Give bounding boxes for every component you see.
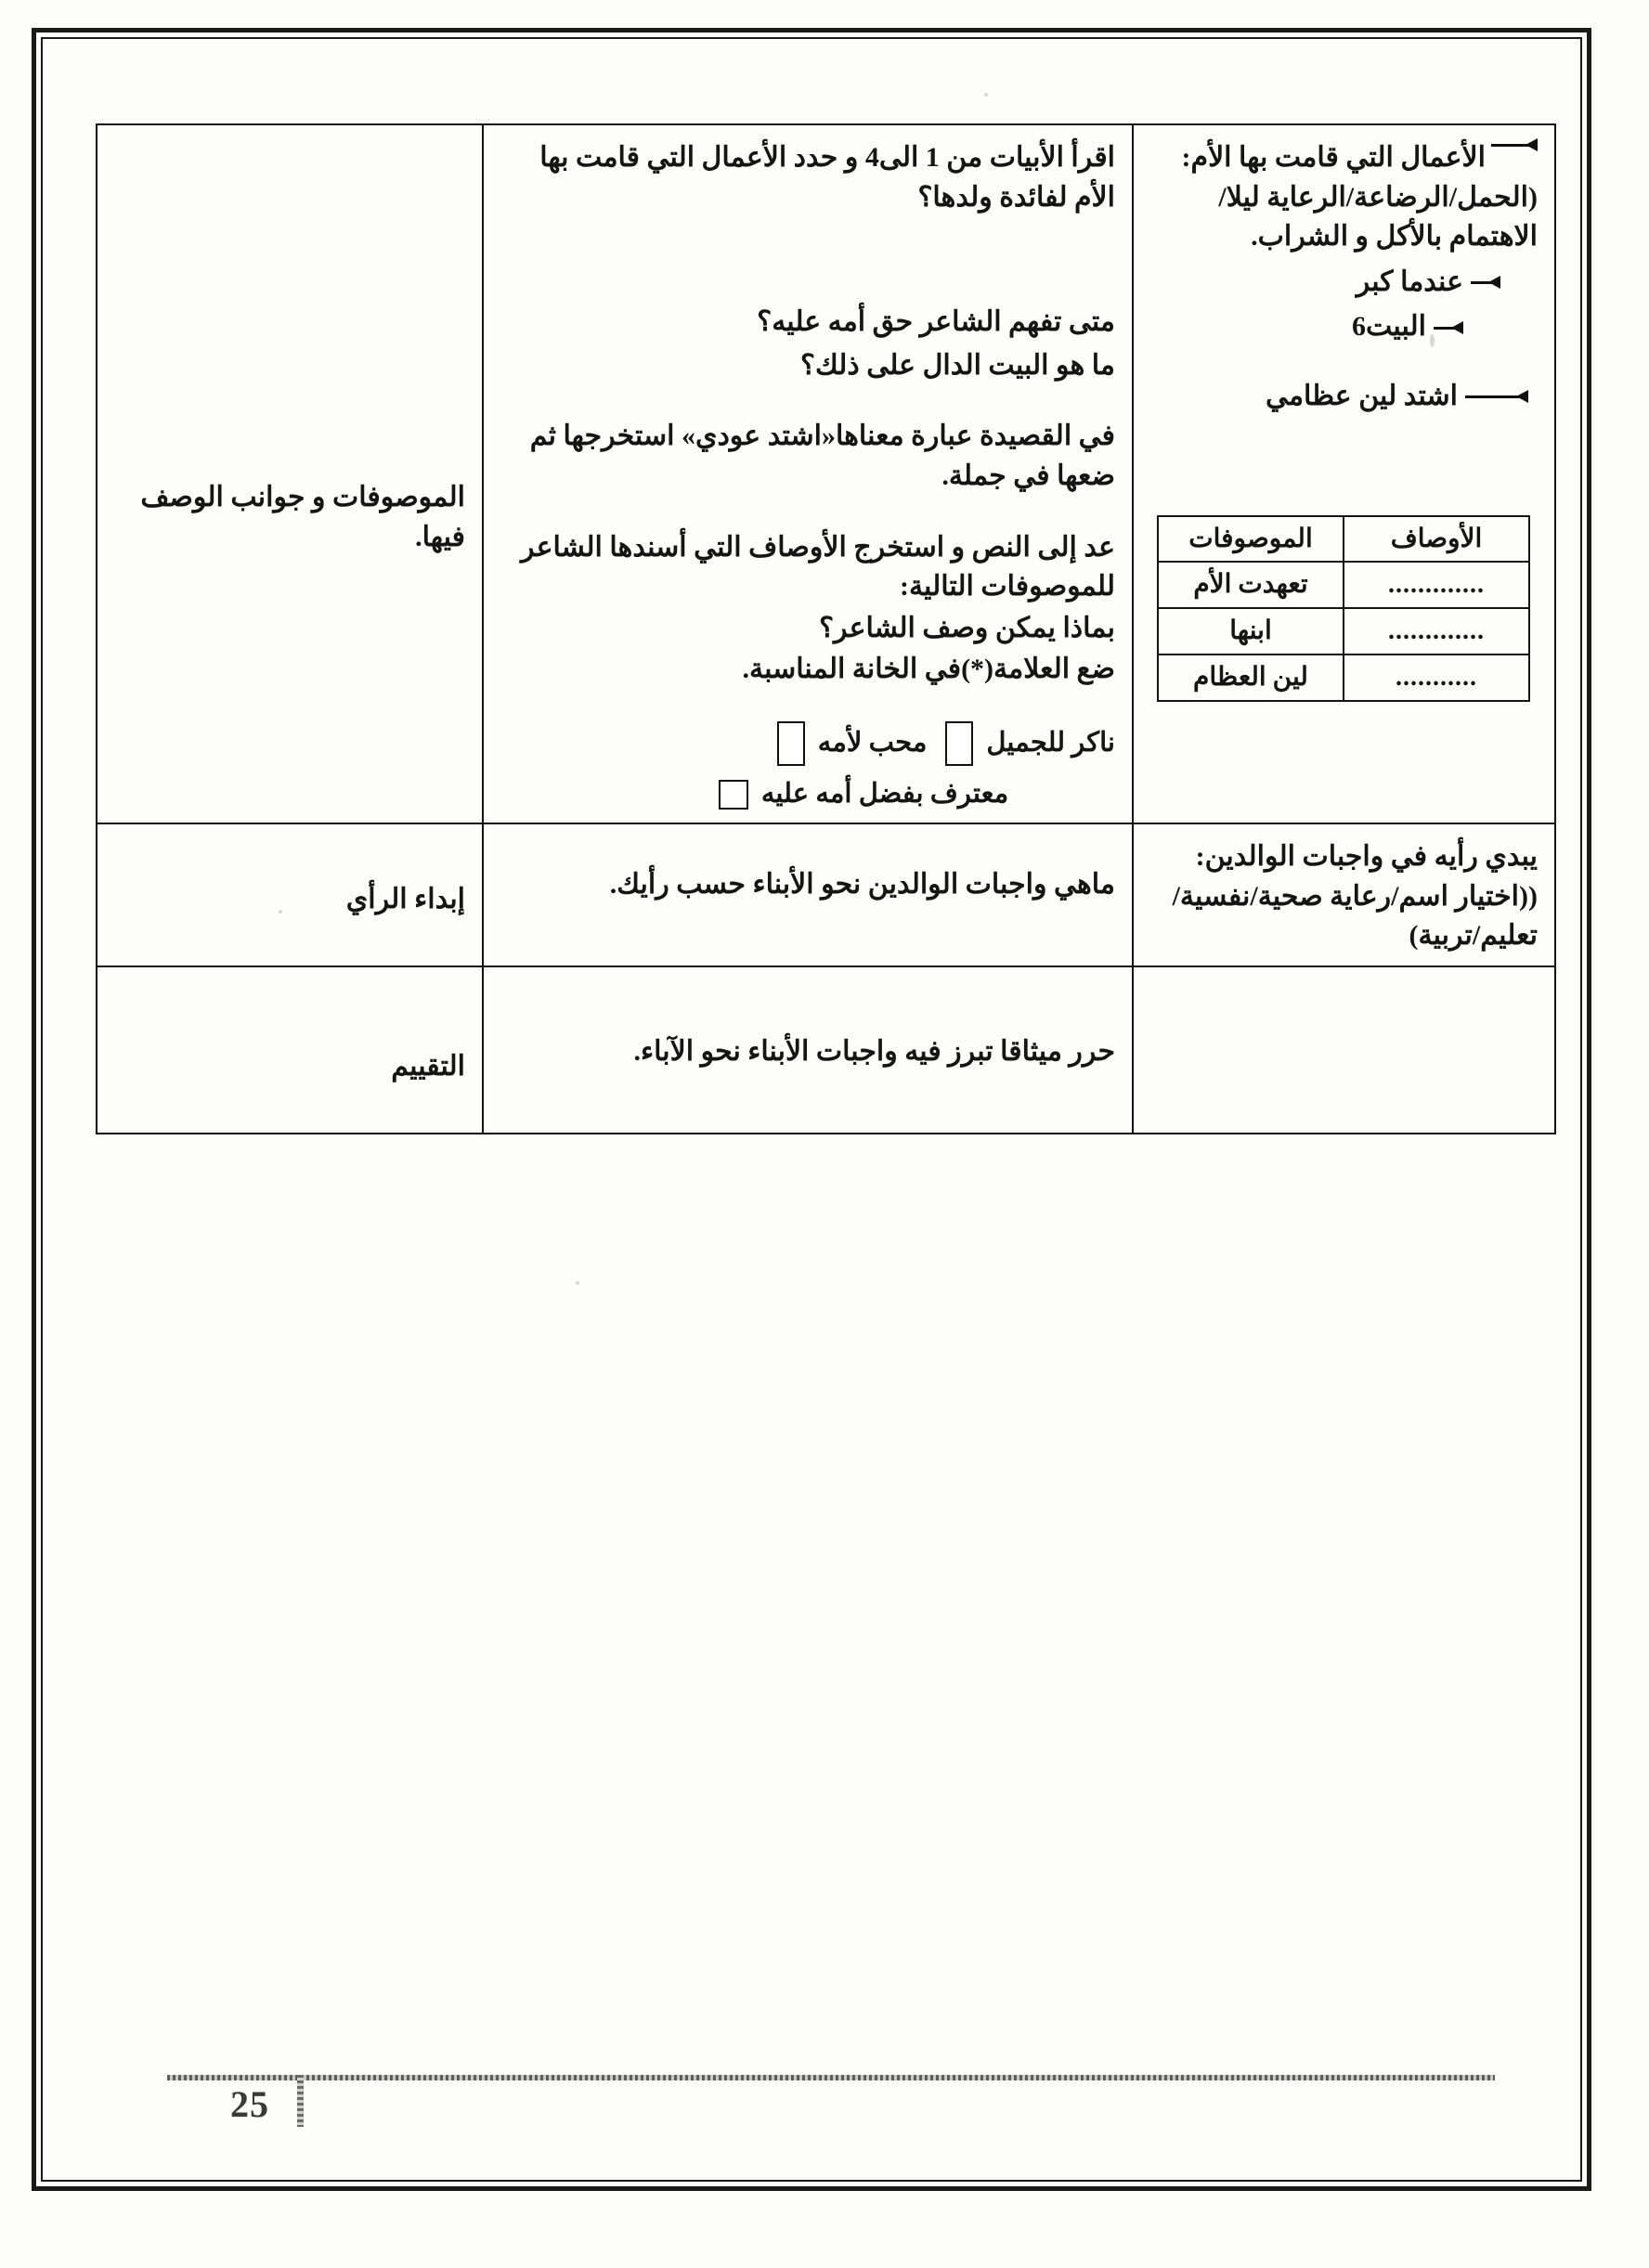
scan-speckle: [984, 93, 988, 97]
answer-bullet-2-label: البيت6: [1351, 311, 1426, 343]
footer-tick-mark: [297, 2075, 304, 2127]
footer-divider: [167, 2075, 1495, 2080]
mini-header-subjects: الموصوفات: [1158, 516, 1344, 563]
table-row: [97, 823, 1555, 966]
questions-cell-row1: [483, 124, 1133, 823]
page-number: 25: [230, 2083, 269, 2125]
answers-cell-row1: [1133, 124, 1555, 823]
table-row: [97, 124, 1555, 823]
answer-bullet-1-label: عندما كبر: [1356, 266, 1463, 297]
lesson-plan-table: [96, 123, 1556, 1134]
option-ungrateful[interactable]: [945, 721, 1115, 766]
blank-work-area: [96, 1052, 1554, 1497]
answers-block-row1: [1150, 138, 1538, 702]
mini-cell-description: ...........: [1344, 654, 1529, 701]
mini-cell-description: .............: [1344, 562, 1529, 608]
question-5: عد إلى النص و استخرج الأوصاف التي أسندها الشاعر للموصوفات التالية:: [521, 531, 1115, 603]
checkbox-icon[interactable]: [777, 721, 805, 766]
answers-heading: الأعمال التي قامت بها الأم:: [1181, 142, 1486, 173]
options-row-secondary: [500, 775, 1115, 813]
mini-table-row: [1158, 654, 1529, 701]
option-loves-mother[interactable]: [777, 721, 928, 766]
arrow-icon: [1463, 390, 1528, 403]
option-loves-mother-label: محب لأمه: [817, 728, 928, 758]
criteria-label-row2: إبداء الرأي: [345, 884, 465, 915]
answers-block-row2: [1150, 837, 1538, 956]
answer-bullet-2: [1150, 307, 1538, 347]
questions-cell-row2: [483, 823, 1133, 966]
mini-cell-subject: لين العظام: [1158, 654, 1344, 701]
answer-bullet-1: [1150, 263, 1538, 303]
question-1: اقرأ الأبيات من 1 الى4 و حدد الأعمال التي قامت بها الأم لفائدة ولدها؟: [539, 142, 1115, 213]
mini-cell-description: .............: [1344, 608, 1529, 654]
checkbox-icon[interactable]: [945, 721, 973, 766]
answer-body-row2: ((اختيار اسم/رعاية صحية/نفسية/تعليم/تربية): [1172, 880, 1538, 952]
option-ungrateful-label: ناكر للجميل: [986, 728, 1115, 758]
answers-heading-row: [1150, 138, 1538, 178]
checkbox-icon[interactable]: [719, 780, 748, 810]
arrow-icon: [1489, 138, 1538, 151]
question-7: ضع العلامة(*)في الخانة المناسبة.: [742, 654, 1115, 685]
questions-block-row1: [500, 138, 1115, 813]
criteria-label-row1: الموصوفات و جوانب الوصف فيها.: [140, 482, 465, 552]
mini-table-row: [1158, 608, 1529, 654]
question-3: ما هو البيت الدال على ذلك؟: [800, 349, 1115, 381]
descriptions-mini-table: [1157, 515, 1530, 702]
criteria-cell-row1: [97, 124, 483, 823]
answer-bullet-3: [1150, 377, 1538, 417]
answer-heading-row2: يبدي رأيه في واجبات الوالدين:: [1195, 841, 1538, 873]
question-6: بماذا يمكن وصف الشاعر؟: [819, 612, 1115, 643]
question-4: في القصيدة عبارة معناها«اشتد عودي» استخرجها ثم ضعها في جملة.: [529, 421, 1115, 491]
answers-cell-row2: [1133, 823, 1555, 966]
answer-bullet-3-label: اشتد لين عظامي: [1265, 380, 1458, 411]
arrow-icon: [1469, 276, 1500, 289]
options-row-primary: [500, 721, 1115, 766]
question-row2: ماهي واجبات الوالدين نحو الأبناء حسب رأيك.: [609, 869, 1115, 901]
option-acknowledges-mother[interactable]: [719, 775, 1008, 813]
option-acknowledges-mother-label: معترف بفضل أمه عليه: [760, 778, 1009, 809]
mini-table-row: [1158, 562, 1529, 608]
criteria-cell-row2: [97, 823, 483, 966]
mini-table-header-row: [1158, 516, 1529, 563]
mini-cell-subject: تعهدت الأم: [1158, 562, 1344, 608]
mini-header-descriptions: الأوصاف: [1344, 516, 1529, 563]
question-2: متى تفهم الشاعر حق أمه عليه؟: [757, 306, 1115, 338]
question-row3: حرر ميثاقا تبرز فيه واجبات الأبناء نحو الآباء.: [633, 1035, 1115, 1067]
criteria-label-row3: التقييم: [391, 1050, 465, 1082]
arrow-icon: [1432, 321, 1463, 334]
mini-cell-subject: ابنها: [1158, 608, 1344, 654]
answers-body: (الحمل/الرضاعة/الرعاية ليلا/الاهتمام بالأكل و الشراب.: [1218, 181, 1538, 253]
